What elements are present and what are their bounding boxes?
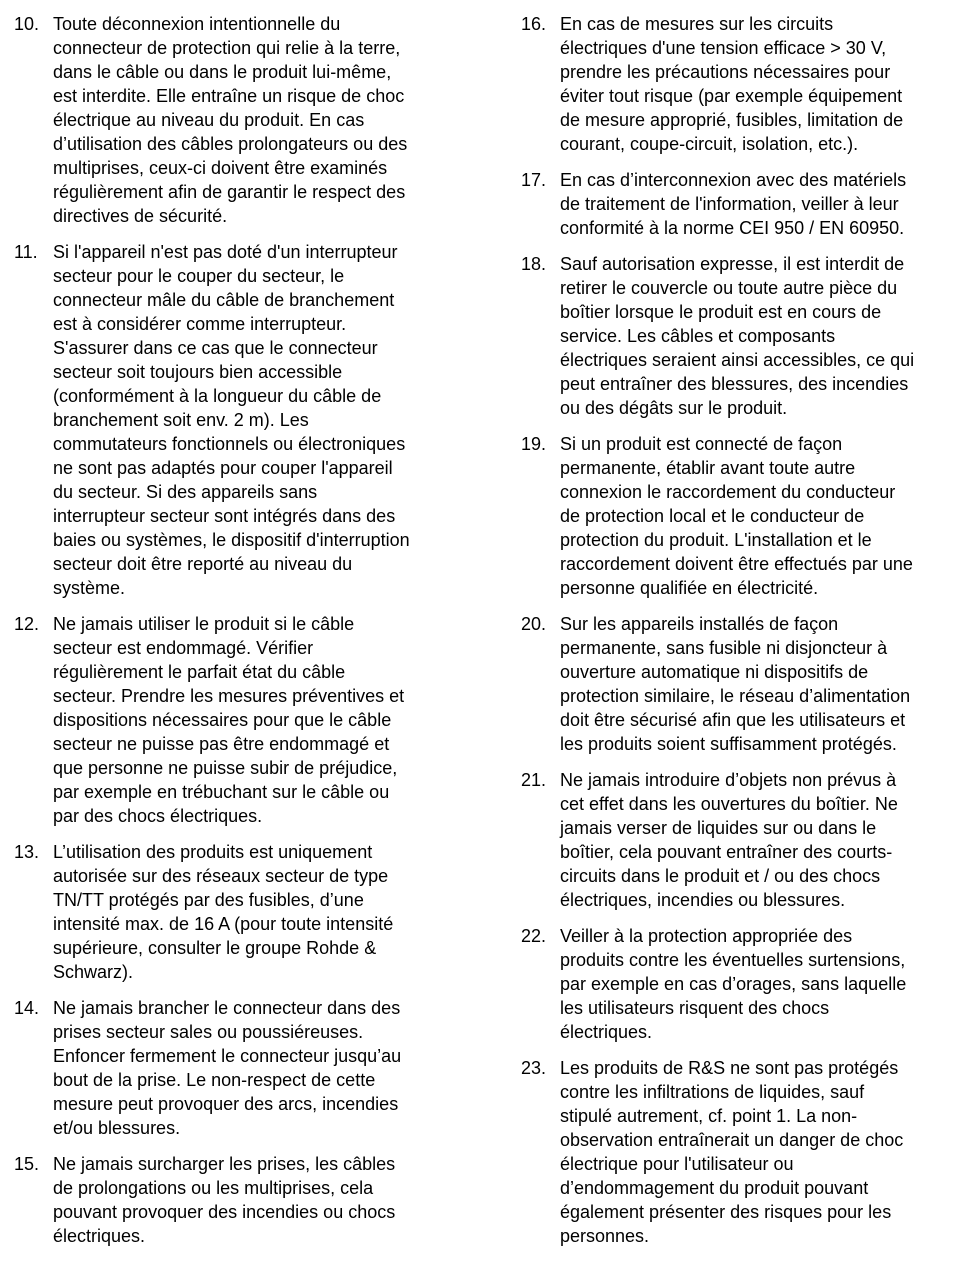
- list-item: [14, 240, 454, 600]
- list-item: [14, 996, 454, 1140]
- list-item: [521, 924, 961, 1044]
- list-item: [521, 168, 961, 240]
- item-number: 11.: [14, 242, 38, 262]
- item-text: Ne jamais utiliser le produit si le câble secteur est endommagé. Vérifier régulièrement le parfait état du câble secteur. Prendre les mesures préventives et dispositions nécessaires pour que le câble secteur ne puisse pas être endommagé et que personne ne puisse subir de préjudice, par exemple en trébuchant sur le câble ou par des chocs électriques.: [53, 614, 405, 826]
- item-text: Les produits de R&S ne sont pas protégés contre les infiltrations de liquides, sauf stipulé autrement, cf. point 1. La non- observation entraînerait un danger de choc électrique pour l'utilisateur ou d’endommagement du produit pouvant également présenter des risques pour les personnes.: [560, 1058, 904, 1246]
- item-number: 20.: [521, 614, 547, 634]
- item-number: 14.: [14, 998, 40, 1018]
- item-text: L’utilisation des produits est uniquement autorisée sur des réseaux secteur de type TN/TT protégés par des fusibles, d’une intensité max. de 16 A (pour toute intensité supérieure, consulter le groupe Rohde & Schwarz).: [53, 842, 394, 982]
- list-item: [521, 612, 961, 756]
- item-text: Ne jamais surcharger les prises, les câbles de prolongations ou les multiprises, cela pouvant provoquer des incendies ou chocs électriques.: [53, 1154, 396, 1246]
- item-text: Sur les appareils installés de façon permanente, sans fusible ni disjoncteur à ouverture automatique ni dispositifs de protection similaire, le réseau d’alimentation doit être sécurisé afin que les utilisateurs et les produits soient suffisamment protégés.: [560, 614, 911, 754]
- item-text: Ne jamais introduire d’objets non prévus à cet effet dans les ouvertures du boîtier. Ne jamais verser de liquides sur ou dans le boîtier, cela pouvant entraîner des courts- circuits dans le produit et / ou des chocs électriques, incendies ou blessures.: [560, 770, 898, 910]
- list-item: [14, 12, 454, 228]
- list-item: [521, 1056, 961, 1248]
- list-item: [14, 612, 454, 828]
- left-column: [14, 12, 454, 1260]
- item-text: Ne jamais brancher le connecteur dans des prises secteur sales ou poussiéreuses. Enfoncer fermement le connecteur jusqu’au bout de la prise. Le non-respect de cette mesure peut provoquer des arcs, incendies et/ou blessures.: [53, 998, 402, 1138]
- list-item: [521, 252, 961, 420]
- item-number: 15.: [14, 1154, 40, 1174]
- item-text: En cas d’interconnexion avec des matériels de traitement de l'information, veiller à leur conformité à la norme CEI 950 / EN 60950.: [560, 170, 907, 238]
- item-number: 16.: [521, 14, 547, 34]
- item-text: Si un produit est connecté de façon permanente, établir avant toute autre connexion le raccordement du conducteur de protection local et le conducteur de protection du produit. L'installation et le raccordement doivent être effectués par une personne qualifiée en électricité.: [560, 434, 913, 598]
- right-column: [521, 12, 961, 1260]
- list-item: [521, 12, 961, 156]
- list-item: [14, 1152, 454, 1248]
- item-text: Toute déconnexion intentionnelle du connecteur de protection qui relie à la terre, dans le câble ou dans le produit lui-même, est interdite. Elle entraîne un risque de choc électrique au niveau du produit. En cas d’utilisation des câbles prolongateurs ou des multiprises, ceux-ci doivent être examinés régulièrement afin de garantir le respect des directives de sécurité.: [53, 14, 408, 226]
- item-text: Veiller à la protection appropriée des produits contre les éventuelles surtensions, par exemple en cas d’orages, sans laquelle les utilisateurs risquent des chocs électriques.: [560, 926, 907, 1042]
- item-number: 13.: [14, 842, 40, 862]
- item-number: 12.: [14, 614, 40, 634]
- list-item: [521, 432, 961, 600]
- item-number: 19.: [521, 434, 547, 454]
- item-text: Si l'appareil n'est pas doté d'un interrupteur secteur pour le couper du secteur, le connecteur mâle du câble de branchement est à considérer comme interrupteur. S'assurer dans ce cas que le connecteur secteur soit toujours bien accessible (conformément à la longueur du câble de branchement soit env. 2 m). Les commutateurs fonctionnels ou électroniques ne sont pas adaptés pour couper l'appareil du secteur. Si des appareils sans interrupteur secteur sont intégrés dans des baies ou systèmes, le dispositif d'interruption secteur doit être reporté au niveau du système.: [53, 242, 410, 598]
- item-number: 17.: [521, 170, 547, 190]
- item-number: 21.: [521, 770, 547, 790]
- list-item: [521, 768, 961, 912]
- item-number: 22.: [521, 926, 547, 946]
- item-number: 23.: [521, 1058, 547, 1078]
- item-text: Sauf autorisation expresse, il est interdit de retirer le couvercle ou toute autre pièce du boîtier lorsque le produit est en cours de service. Les câbles et composants électriques seraient ainsi accessibles, ce qui peut entraîner des blessures, des incendies ou des dégâts sur le produit.: [560, 254, 915, 418]
- item-number: 18.: [521, 254, 547, 274]
- item-number: 10.: [14, 14, 40, 34]
- item-text: En cas de mesures sur les circuits électriques d'une tension efficace > 30 V, prendre les précautions nécessaires pour éviter tout risque (par exemple équipement de mesure approprié, fusibles, limitation de courant, coupe-circuit, isolation, etc.).: [560, 14, 904, 154]
- list-item: [14, 840, 454, 984]
